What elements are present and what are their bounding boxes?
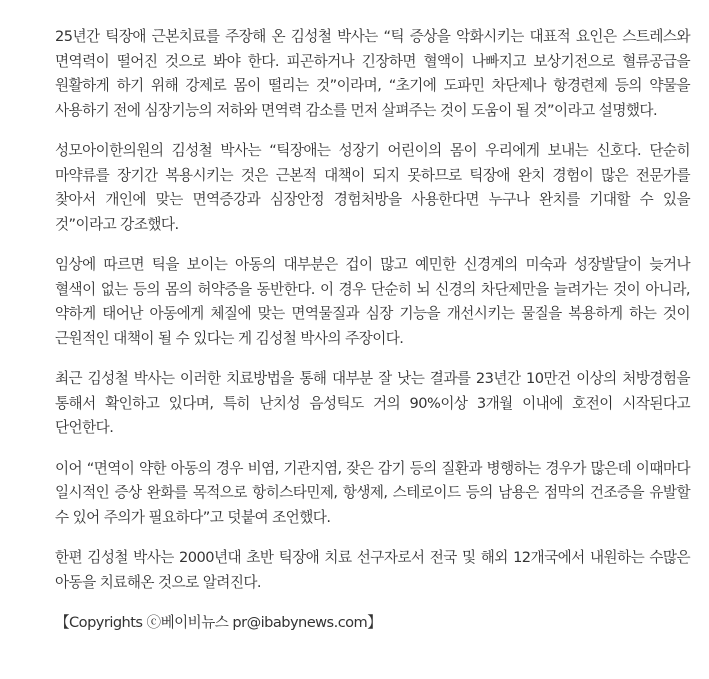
article-paragraph-5: 이어 “면역이 약한 아동의 경우 비염, 기관지염, 잦은 감기 등의 질환과 병행하는 경우가 많은데 이때마다 일시적인 증상 완화를 목적으로 항히스타민제, 항생제, 스테로이드 등의 남용은 점막의 건조증을 유발할 수 있어 주의가 필요하다”고 덧붙여 조언했다. xyxy=(55,459,690,526)
article-paragraph-6: 한편 김성철 박사는 2000년대 초반 틱장애 치료 선구자로서 전국 및 해외 12개국에서 내원하는 수많은 아동을 치료해온 것으로 알려진다. xyxy=(55,549,690,591)
article-paragraph-4: 최근 김성철 박사는 이러한 치료방법을 통해 대부분 잘 낫는 결과를 23년간 10만건 이상의 처방경험을 통해서 확인하고 있다며, 특히 난치성 음성틱도 거의 90%이상 3개월 이내에 호전이 시작된다고 단언한다. xyxy=(55,370,690,436)
article-paragraph-3: 임상에 따르면 틱을 보이는 아동의 대부분은 겁이 많고 예민한 신경계의 미숙과 성장발달이 늦거나 혈색이 없는 등의 몸의 허약증을 동반한다. 이 경우 단순히 뇌 신경의 차단제만을 늘려가는 것이 아니라, 약하게 태어난 아동에게 체질에 맞는 면역물질과 심장 기능을 개선시키는 물질을 복용하게 하는 것이 근원적인 대책이 될 수 있다는 게 김성철 박사의 주장이다. xyxy=(55,256,690,347)
article-paragraph-2: 성모아이한의원의 김성철 박사는 “틱장애는 성장기 어린이의 몸이 우리에게 보내는 신호다. 단순히 마약류를 장기간 복용시키는 것은 근본적 대책이 되지 못하므로 틱장애 완치 경험이 많은 전문가를 찾아서 개인에 맞는 면역증강과 심장안정 경험처방을 사용한다면 누구나 완치를 기대할 수 있을 것”이라고 강조했다. xyxy=(55,142,690,233)
article-paragraph-1: 25년간 틱장애 근본치료를 주장해 온 김성철 박사는 “틱 증상을 악화시키는 대표적 요인은 스트레스와 면역력이 떨어진 것으로 봐야 한다. 피곤하거나 긴장하면 혈액이 나빠지고 보상기전으로 혈류공급을 원활하게 하기 위해 강제로 몸이 떨리는 것”이라며, “초기에 도파민 차단제나 항경련제 등의 약물을 사용하기 전에 심장기능의 저하와 면역력 감소를 먼저 살펴주는 것이 도움이 될 것”이라고 설명했다. xyxy=(55,28,690,119)
copyright-credit: 【Copyrights ⓒ베이비뉴스 pr@ibabynews.com】 xyxy=(55,614,382,631)
